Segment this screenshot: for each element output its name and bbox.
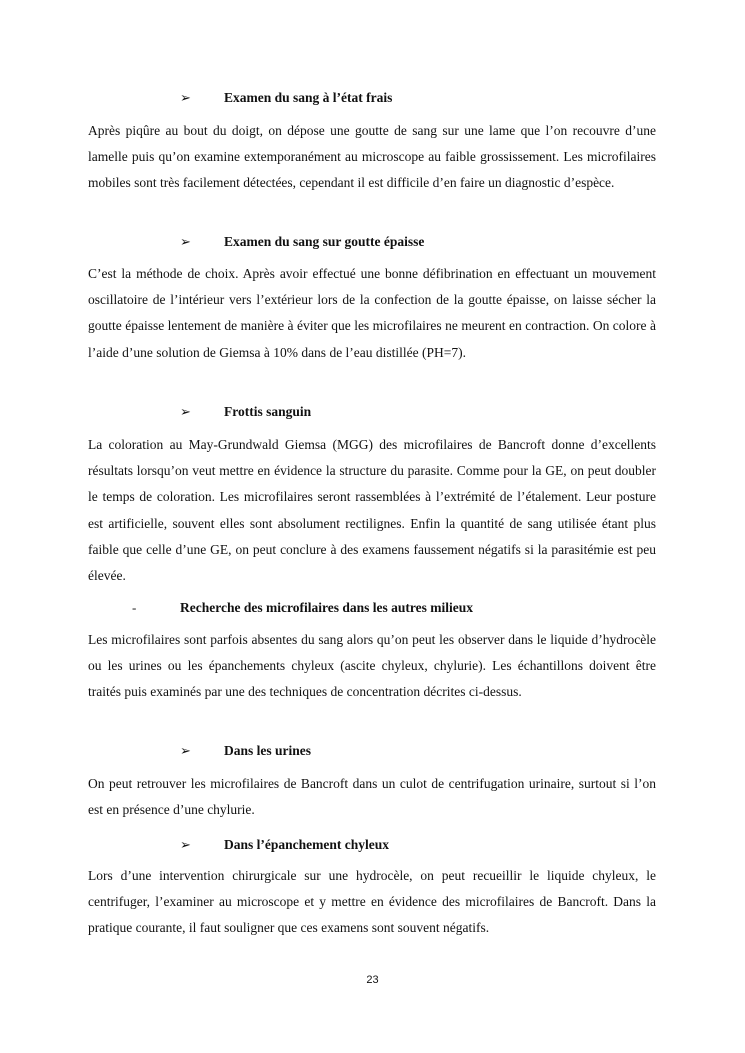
bullet-arrow-icon: ➢ xyxy=(180,90,191,105)
section-paragraph: On peut retrouver les microfilaires de Bancroft dans un culot de centrifugation urinaire, surtout si l’on est en présence d’une chylurie. xyxy=(88,776,656,818)
bullet-arrow-icon: ➢ xyxy=(180,234,191,249)
section-heading: Recherche des microfilaires dans les autres milieux xyxy=(180,600,473,615)
section-paragraph: Après piqûre au bout du doigt, on dépose une goutte de sang sur une lame que l’on recouvre d’une lamelle puis qu’on examine extemporanément au microscope au faible grossissement. Les microfilaires mobiles sont très facilement détectées, cependant il est difficile d’en faire un diagnostic d’espèce. xyxy=(88,123,656,191)
section-paragraph: C’est la méthode de choix. Après avoir effectué une bonne défibrination en effectuant un mouvement oscillatoire de l’intérieur vers l’extérieur lors de la confection de la goutte épaisse, on laisse sécher la goutte épaisse lentement de manière à éviter que les microfilaires ne meurent en contraction. On colore à l’aide d’une solution de Giemsa à 10% dans de l’eau distillée (PH=7). xyxy=(88,266,656,360)
bullet-arrow-icon: ➢ xyxy=(180,837,191,852)
section-heading: Dans les urines xyxy=(224,743,312,758)
section-paragraph: La coloration au May-Grundwald Giemsa (MGG) des microfilaires de Bancroft donne d’excellents résultats lorsqu’on veut mettre en évidence la structure du parasite. Comme pour la GE, on peut doubler le temps de coloration. Les microfilaires seront rassemblées à l’extrémité de l’étalement. Leur posture est artificielle, souvent elles sont absolument rectilignes. Enfin la quantité de sang utilisée étant plus faible que celle d’une GE, on peut conclure à des examens faussement négatifs si la parasitémie est peu élevée. xyxy=(88,437,656,584)
section-heading: Examen du sang sur goutte épaisse xyxy=(224,234,425,249)
section-paragraph: Les microfilaires sont parfois absentes du sang alors qu’on peut les observer dans le liquide d’hydrocèle ou les urines ou les épanchements chyleux (ascite chyleux, chylurie). Les échantillons doivent être traités puis examinés par une des techniques de concentration décrites ci-dessus. xyxy=(88,632,656,700)
bullet-arrow-icon: ➢ xyxy=(180,404,191,419)
page-number: 23 xyxy=(366,974,379,986)
section-heading: Dans l’épanchement chyleux xyxy=(224,837,389,852)
section-paragraph: Lors d’une intervention chirurgicale sur une hydrocèle, on peut recueillir le liquide chyleux, le centrifuger, l’examiner au microscope et y mettre en évidence des microfilaires de Bancroft. Dans la pratique courante, il faut souligner que ces examens sont souvent négatifs. xyxy=(88,868,656,936)
bullet-arrow-icon: ➢ xyxy=(180,743,191,758)
bullet-dash-icon: - xyxy=(132,600,137,615)
section-heading: Examen du sang à l’état frais xyxy=(224,90,393,105)
section-heading: Frottis sanguin xyxy=(224,404,312,419)
